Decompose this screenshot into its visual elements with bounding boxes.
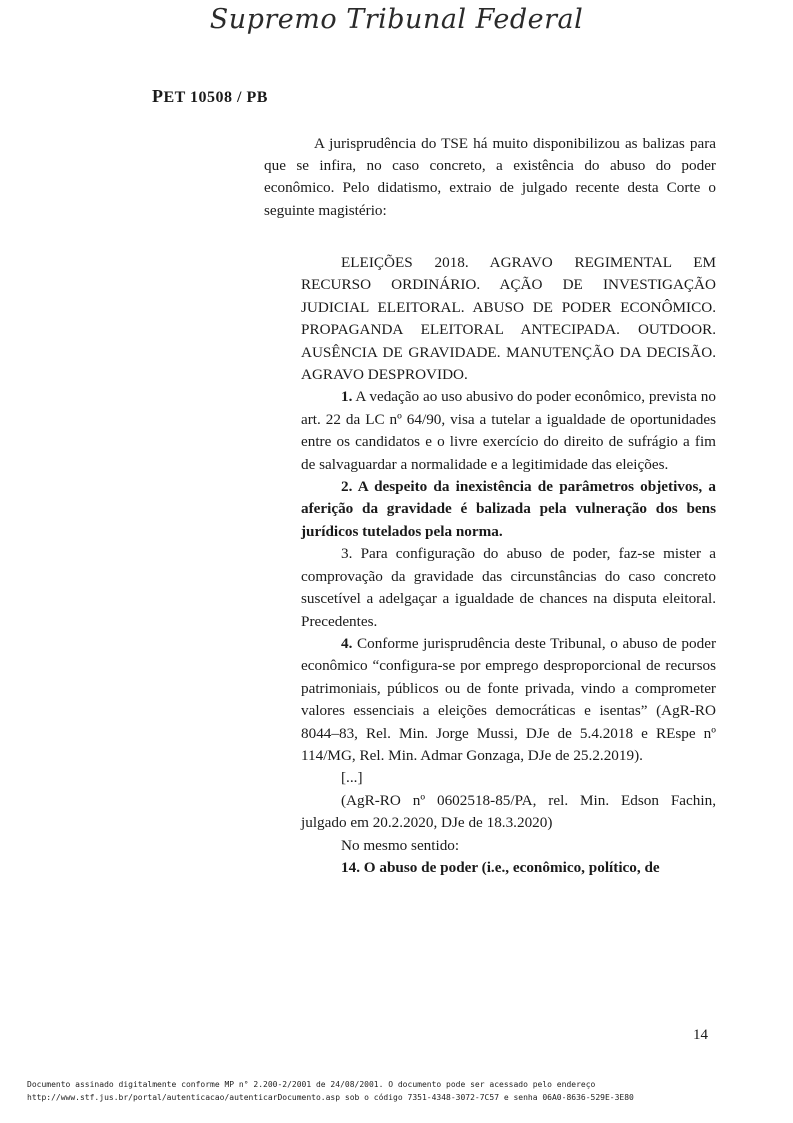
footer-line-1: Documento assinado digitalmente conforme MP n° 2.200-2/2001 de 24/08/2001. O documento pode ser acessado pelo endereço bbox=[27, 1080, 596, 1089]
intro-paragraph: A jurisprudência do TSE há muito disponibilizou as balizas para que se infira, no caso concreto, a existência do abuso do poder econômico. Pelo didatismo, extraio de julgado recente desta Corte o seguinte magistério: bbox=[264, 135, 716, 219]
quote-citation: (AgR-RO nº 0602518-85/PA, rel. Min. Edson Fachin, julgado em 20.2.2020, DJe de 18.3.2020) bbox=[301, 791, 716, 832]
footer-line-2: http://www.stf.jus.br/portal/autenticacao/autenticarDocumento.asp sob o código 7351-4348-3072-7C57 e senha 06A0-8636-529E-3E80 bbox=[27, 1093, 634, 1102]
quote-item-1-number: 1. bbox=[341, 388, 353, 406]
quote-item-4-text: Conforme jurisprudência deste Tribunal, o abuso de poder econômico “configura-se por emprego desproporcional de recursos patrimoniais, públicos ou de fonte privada, vindo a comprometer valores essenciais a eleições democráticas e isentas” (AgR-RO 8044–83, Rel. Min. Jorge Mussi, DJe de 5.4.2018 e REspe nº 114/MG, Rel. Min. Admar Gonzaga, DJe de 25.2.2019). bbox=[301, 634, 716, 764]
quote-item-1 bbox=[301, 386, 716, 476]
same-sense-label: No mesmo sentido: bbox=[341, 836, 460, 854]
quote-item-1-text: A vedação ao uso abusivo do poder econômico, prevista no art. 22 da LC nº 64/90, visa a tutelar a igualdade de oportunidades entre os candidatos e o livre exercício do direito de sufrágio a fim de salvaguardar a normalidade e a legitimidade das eleições. bbox=[301, 388, 716, 473]
document-id-prefix: P bbox=[152, 86, 164, 106]
quote-item-14: 14. O abuso de poder (i.e., econômico, político, de bbox=[341, 858, 660, 876]
court-header-title: Supremo Tribunal Federal bbox=[209, 4, 584, 35]
document-id bbox=[152, 86, 268, 107]
quote-item-3: 3. Para configuração do abuso de poder, faz-se mister a comprovação da gravidade das circunstâncias do caso concreto suscetível a adelgaçar a igualdade de chances na disputa eleitoral. Precedentes. bbox=[301, 545, 716, 630]
quote-heading: ELEIÇÕES 2018. AGRAVO REGIMENTAL EM RECURSO ORDINÁRIO. AÇÃO DE INVESTIGAÇÃO JUDICIAL ELEITORAL. ABUSO DE PODER ECONÔMICO. PROPAGANDA ELEITORAL ANTECIPADA. OUTDOOR. AUSÊNCIA DE GRAVIDADE. MANUTENÇÃO DA DECISÃO. AGRAVO DESPROVIDO. bbox=[301, 254, 716, 384]
quote-ellipsis: [...] bbox=[341, 769, 363, 787]
quote-item-4-number: 4. bbox=[341, 634, 353, 652]
page-number: 14 bbox=[693, 1027, 708, 1043]
quoted-decision bbox=[301, 252, 716, 879]
quote-item-2: 2. A despeito da inexistência de parâmetros objetivos, a aferição da gravidade é balizada pela vulneração dos bens jurídicos tutelados pela norma. bbox=[301, 478, 716, 540]
quote-item-4 bbox=[301, 633, 716, 767]
digital-signature-footer bbox=[27, 1078, 634, 1104]
document-id-rest: ET 10508 / PB bbox=[163, 89, 268, 106]
